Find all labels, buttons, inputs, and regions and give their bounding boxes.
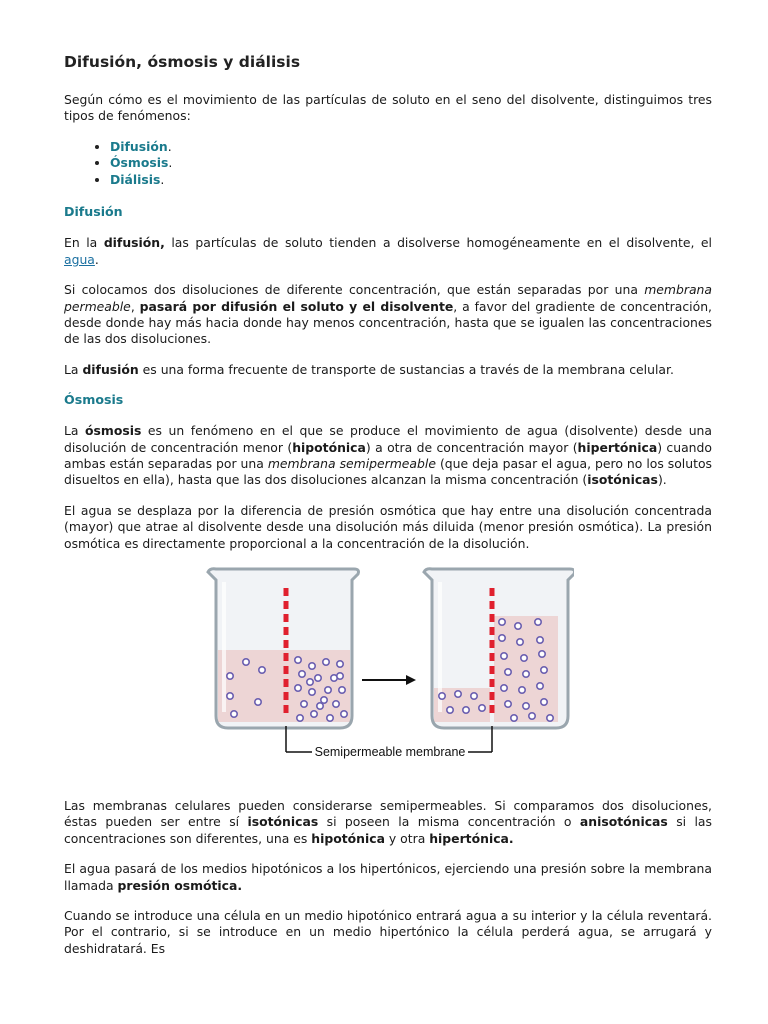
- beaker-right: [424, 569, 574, 728]
- text: La: [64, 361, 83, 377]
- solute-particle: [337, 661, 343, 667]
- solute-particle: [321, 697, 327, 703]
- solute-particle: [541, 699, 547, 705]
- solute-particle: [517, 639, 523, 645]
- text: es un fenómeno en el que se produce el movimiento de agua (disolvente) desde una disolución de concentración menor (: [64, 423, 712, 455]
- solute-particle: [501, 653, 507, 659]
- osmosis-paragraph-3: [64, 798, 712, 847]
- solute-particle: [479, 705, 485, 711]
- solute-particle: [231, 711, 237, 717]
- solute-particle: [309, 663, 315, 669]
- difusion-paragraph-1: [64, 235, 712, 268]
- solute-particle: [439, 693, 445, 699]
- solute-particle: [519, 687, 525, 693]
- arrow-icon: [362, 675, 416, 685]
- solute-particle: [337, 673, 343, 679]
- term-presion-osmotica: presión osmótica.: [117, 877, 243, 893]
- text: Si colocamos dos disoluciones de diferente concentración, que están separadas por una: [64, 282, 645, 298]
- solute-particle: [547, 715, 553, 721]
- list-item-suffix: .: [167, 138, 172, 154]
- list-item-suffix: .: [160, 171, 165, 187]
- text: En la: [64, 235, 104, 251]
- solute-particle: [515, 623, 521, 629]
- solute-particle: [537, 637, 543, 643]
- term-osmosis: ósmosis: [85, 423, 142, 439]
- text: ) cuando ambas están separadas por una: [64, 439, 712, 471]
- text: es una forma frecuente de transporte de sustancias a través de la membrana celular.: [138, 361, 674, 377]
- solute-particle: [539, 651, 545, 657]
- solute-particle: [499, 619, 505, 625]
- term-membrana-permeable: membrana permeable: [64, 282, 712, 314]
- solute-particle: [339, 687, 345, 693]
- solute-particle: [327, 715, 333, 721]
- agua-link[interactable]: agua: [64, 251, 95, 267]
- page-title: Difusión, ósmosis y diálisis: [64, 53, 301, 71]
- text: El agua pasará de los medios hipotónicos a los hipertónicos, ejerciendo una presión sobre la membrana llamada: [64, 861, 712, 893]
- term-difusion: difusión,: [103, 235, 165, 251]
- solute-particle: [259, 667, 265, 673]
- osmosis-paragraph-1: [64, 423, 712, 489]
- term-hipotonica: hipotónica: [292, 439, 366, 455]
- solute-particle: [309, 689, 315, 695]
- beaker-glass-right: [424, 569, 574, 728]
- solute-particle: [307, 679, 313, 685]
- osmosis-paragraph-5: Cuando se introduce una célula en un medio hipotónico entrará agua a su interior y la célula reventará. Por el contrario, si se introduce en un medio hipertónico la célula perderá agua, se arrugará y deshidratará. Es: [64, 908, 712, 956]
- solute-particle: [227, 693, 233, 699]
- text: y otra: [384, 830, 430, 846]
- beaker-left: [208, 569, 359, 728]
- osmosis-paragraph-2: El agua se desplaza por la diferencia de presión osmótica que hay entre una disolución concentrada (mayor) que atrae al disolvente desde una disolución más diluida (menor presión osmótica). La presión osmótica es directamente proporcional a la concentración de la disolución.: [64, 502, 712, 551]
- solute-particle: [295, 657, 301, 663]
- term-hipertonica: hipertónica.: [429, 830, 514, 846]
- difusion-paragraph-3: [64, 362, 712, 378]
- solute-particle: [297, 715, 303, 721]
- list-item-label[interactable]: Difusión: [110, 138, 168, 154]
- text: (que deja pasar el agua, pero no los solutos disueltos en ella), hasta que las dos disoluciones alcanzan la misma concentración (: [64, 455, 713, 488]
- solute-particle: [243, 659, 249, 665]
- term-hipertonica: hipertónica: [577, 439, 658, 455]
- phenomena-list: [64, 139, 712, 189]
- text: ,: [130, 298, 140, 314]
- solute-particle: [333, 701, 339, 707]
- solute-particle: [523, 703, 529, 709]
- solute-particle: [511, 715, 517, 721]
- solute-particle: [499, 635, 505, 641]
- list-item-label[interactable]: Diálisis: [110, 171, 161, 187]
- solute-particle: [471, 693, 477, 699]
- list-item-difusion[interactable]: [110, 139, 712, 156]
- intro-paragraph: Según cómo es el movimiento de las partículas de soluto en el seno del disolvente, distinguimos tres tipos de fenómenos:: [64, 92, 712, 124]
- document-body: [64, 52, 712, 971]
- text: ).: [657, 472, 667, 488]
- term-difusion: difusión: [82, 361, 139, 377]
- osmosis-diagram: [204, 566, 574, 784]
- solute-particle: [227, 673, 233, 679]
- text: La: [64, 423, 86, 439]
- heading-osmosis: Ósmosis: [64, 392, 124, 408]
- term-anisotonicas: anisotónicas: [579, 814, 668, 830]
- solute-particle: [455, 691, 461, 697]
- solute-particle: [529, 713, 535, 719]
- solute-particle: [295, 685, 301, 691]
- solute-particle: [447, 707, 453, 713]
- membrane-callout: [286, 726, 492, 759]
- solute-particle: [311, 711, 317, 717]
- solute-particle: [521, 655, 527, 661]
- term-isotonicas: isotónicas: [247, 814, 319, 830]
- text: .: [94, 251, 99, 267]
- solute-particle: [541, 667, 547, 673]
- term-hipotonica: hipotónica: [311, 830, 385, 846]
- solute-particle: [317, 703, 323, 709]
- solute-particle: [315, 675, 321, 681]
- solute-particle: [535, 619, 541, 625]
- text: Las membranas celulares pueden considerarse semipermeables. Si comparamos dos disoluciones, éstas pueden ser entre sí: [64, 798, 712, 830]
- solute-particle: [325, 687, 331, 693]
- text: , a favor del gradiente de concentración, desde donde hay más hacia donde hay menos concentración, hasta que se igualen las concentraciones de las dos disoluciones.: [64, 298, 712, 347]
- osmosis-figure: [64, 566, 712, 784]
- solute-particle: [299, 671, 305, 677]
- text: ) a otra de concentración mayor (: [365, 439, 578, 455]
- solute-particle: [537, 683, 543, 689]
- solute-particle: [255, 699, 261, 705]
- list-item-dialisis[interactable]: [110, 172, 712, 189]
- solute-particle: [505, 669, 511, 675]
- list-item-label[interactable]: Ósmosis: [110, 155, 169, 171]
- heading-difusion: Difusión: [64, 204, 123, 220]
- term-isotonicas: isotónicas: [587, 472, 658, 488]
- term-membrana-semipermeable: membrana semipermeable: [267, 455, 436, 471]
- osmosis-paragraph-4: [64, 861, 712, 894]
- text: si las concentraciones son diferentes, una es: [64, 814, 712, 846]
- text: si poseen la misma concentración o: [318, 814, 580, 830]
- list-item-suffix: .: [168, 155, 173, 171]
- text: las partículas de soluto tienden a disolverse homogéneamente en el disolvente, el: [164, 235, 712, 251]
- figure-label: Semipermeable membrane: [314, 745, 466, 759]
- term-difusion-soluto: pasará por difusión el soluto y el disolvente: [139, 298, 454, 314]
- solute-particle: [523, 671, 529, 677]
- solute-particle: [301, 701, 307, 707]
- solute-particle: [341, 711, 347, 717]
- solute-particle: [501, 685, 507, 691]
- solute-particle: [463, 707, 469, 713]
- difusion-paragraph-2: [64, 282, 712, 348]
- solute-particle: [505, 701, 511, 707]
- solute-particle: [323, 659, 329, 665]
- list-item-osmosis[interactable]: [110, 155, 712, 172]
